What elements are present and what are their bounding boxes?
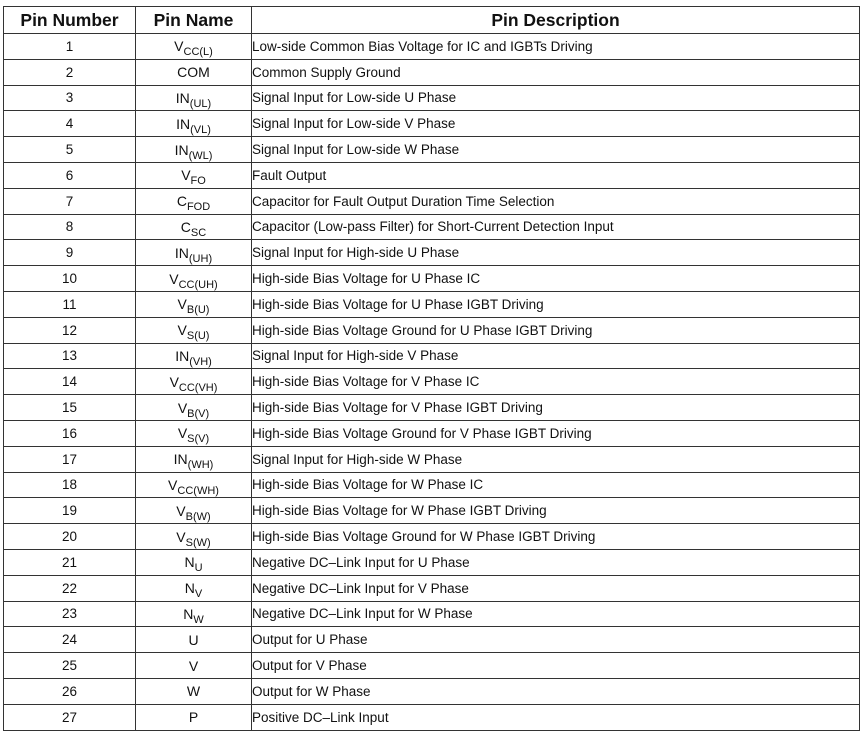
pin-symbol	[183, 605, 204, 626]
pin-number-cell: 27	[4, 704, 136, 730]
pin-symbol-subscript: CC(VH)	[178, 381, 218, 394]
pin-name-cell	[136, 369, 252, 395]
pin-description-cell: Common Supply Ground	[252, 59, 860, 85]
table-row	[4, 59, 860, 85]
header-row	[4, 7, 860, 34]
table-row	[4, 214, 860, 240]
table-row	[4, 137, 860, 163]
pin-number-header: Pin Number	[4, 7, 136, 34]
pin-table-body	[4, 34, 860, 731]
table-row	[4, 162, 860, 188]
pin-symbol-base: C	[176, 193, 187, 210]
pin-description-cell: Negative DC–Link Input for U Phase	[252, 549, 860, 575]
pin-name-cell	[136, 214, 252, 240]
pin-description-cell: Positive DC–Link Input	[252, 704, 860, 730]
pin-description-cell: Output for W Phase	[252, 678, 860, 704]
pin-symbol	[176, 115, 211, 136]
pin-symbol-base: IN	[175, 347, 190, 364]
pin-symbol	[176, 193, 211, 214]
pin-description-cell: Capacitor for Fault Output Duration Time Selection	[252, 188, 860, 214]
table-row	[4, 446, 860, 472]
pin-number-cell: 24	[4, 627, 136, 653]
pin-symbol	[177, 322, 210, 343]
pin-symbol-subscript: S(V)	[187, 433, 210, 446]
pin-symbol-base: V	[176, 502, 186, 519]
pin-table	[3, 6, 860, 731]
table-row	[4, 395, 860, 421]
pin-number-cell: 22	[4, 575, 136, 601]
pin-name-cell	[136, 498, 252, 524]
pin-symbol	[175, 89, 212, 110]
pin-name-cell	[136, 85, 252, 111]
pin-description-cell: High-side Bias Voltage for W Phase IC	[252, 472, 860, 498]
pin-symbol	[181, 167, 206, 188]
pin-symbol	[176, 528, 211, 549]
pin-description-cell: Signal Input for High-side V Phase	[252, 343, 860, 369]
pin-symbol-subscript: SC	[190, 226, 207, 239]
pin-symbol-subscript: CC(UH)	[178, 278, 218, 291]
table-row	[4, 111, 860, 137]
table-row	[4, 266, 860, 292]
pin-symbol-base: IN	[175, 89, 190, 106]
pin-number-cell: 19	[4, 498, 136, 524]
table-row	[4, 343, 860, 369]
pin-symbol-subscript: (WL)	[188, 149, 213, 162]
pin-symbol	[175, 347, 212, 368]
pin-name-cell	[136, 524, 252, 550]
pin-name-cell	[136, 395, 252, 421]
pin-description-cell: Signal Input for Low-side U Phase	[252, 85, 860, 111]
pin-symbol-subscript: (UL)	[189, 97, 212, 110]
pin-symbol-base: IN	[174, 141, 189, 158]
pin-symbol-subscript: S(U)	[186, 330, 210, 343]
table-row	[4, 34, 860, 60]
pin-symbol	[184, 554, 203, 575]
pin-symbol	[184, 580, 203, 601]
pin-symbol	[189, 709, 198, 725]
pin-name-cell	[136, 291, 252, 317]
pin-name-cell	[136, 678, 252, 704]
pin-number-cell: 5	[4, 137, 136, 163]
table-row	[4, 317, 860, 343]
pin-number-cell: 7	[4, 188, 136, 214]
pin-name-header: Pin Name	[136, 7, 252, 34]
pin-symbol-base: V	[177, 399, 188, 416]
pin-symbol-base: V	[169, 373, 179, 390]
pin-name-cell	[136, 472, 252, 498]
pin-name-cell	[136, 446, 252, 472]
pin-number-cell: 3	[4, 85, 136, 111]
table-row	[4, 575, 860, 601]
pin-symbol-subscript: V	[194, 588, 203, 601]
pin-number-cell: 9	[4, 240, 136, 266]
pin-symbol-base: V	[174, 38, 184, 55]
pin-symbol-subscript: B(V)	[187, 407, 210, 420]
pin-name-cell	[136, 653, 252, 679]
pin-number-cell: 16	[4, 420, 136, 446]
pin-symbol-base: P	[188, 709, 199, 726]
table-row	[4, 549, 860, 575]
pin-name-cell	[136, 704, 252, 730]
pin-symbol-base: U	[188, 631, 199, 648]
pin-symbol-base: V	[176, 528, 186, 545]
pin-description-cell: High-side Bias Voltage for U Phase IC	[252, 266, 860, 292]
pin-name-cell	[136, 162, 252, 188]
pin-number-cell: 12	[4, 317, 136, 343]
pin-number-cell: 17	[4, 446, 136, 472]
pin-description-cell: Output for V Phase	[252, 653, 860, 679]
pin-symbol-subscript: B(W)	[185, 510, 211, 523]
pin-name-cell	[136, 266, 252, 292]
pin-number-cell: 1	[4, 34, 136, 60]
pin-description-cell: Negative DC–Link Input for W Phase	[252, 601, 860, 627]
pin-description-header: Pin Description	[252, 7, 860, 34]
pin-symbol	[177, 64, 210, 80]
pin-description-cell: Capacitor (Low-pass Filter) for Short-Current Detection Input	[252, 214, 860, 240]
pin-number-cell: 14	[4, 369, 136, 395]
pin-symbol-base: V	[188, 657, 199, 674]
pin-description-cell: High-side Bias Voltage for W Phase IGBT Driving	[252, 498, 860, 524]
pin-number-cell: 25	[4, 653, 136, 679]
pin-number-cell: 4	[4, 111, 136, 137]
table-row	[4, 704, 860, 730]
pin-name-cell	[136, 575, 252, 601]
pin-name-cell	[136, 601, 252, 627]
pin-number-cell: 21	[4, 549, 136, 575]
table-row	[4, 369, 860, 395]
pin-symbol-subscript: (VH)	[189, 355, 212, 368]
table-row	[4, 601, 860, 627]
pin-number-cell: 18	[4, 472, 136, 498]
pin-symbol-base: IN	[176, 115, 191, 132]
pin-symbol-base: V	[168, 476, 178, 493]
pin-description-cell: High-side Bias Voltage Ground for U Phase IGBT Driving	[252, 317, 860, 343]
pin-symbol-subscript: (WH)	[187, 459, 214, 472]
pin-symbol-subscript: (VL)	[190, 123, 211, 136]
table-row	[4, 653, 860, 679]
pin-description-cell: High-side Bias Voltage for U Phase IGBT Driving	[252, 291, 860, 317]
pin-symbol-base: N	[184, 580, 195, 597]
pin-description-cell: Signal Input for High-side U Phase	[252, 240, 860, 266]
pin-name-cell	[136, 59, 252, 85]
pin-symbol	[189, 658, 198, 674]
pin-symbol-subscript: CC(L)	[183, 46, 213, 59]
pin-name-cell	[136, 188, 252, 214]
pin-symbol	[177, 425, 210, 446]
pin-description-cell: Signal Input for Low-side W Phase	[252, 137, 860, 163]
pin-symbol-base: N	[184, 554, 195, 571]
pin-symbol-subscript: W	[193, 613, 204, 626]
pin-symbol-base: V	[181, 167, 191, 184]
pin-symbol-subscript: FO	[190, 175, 206, 188]
pin-name-cell	[136, 111, 252, 137]
pin-symbol	[187, 683, 200, 699]
pin-name-cell	[136, 420, 252, 446]
table-row	[4, 420, 860, 446]
pin-description-cell: Output for U Phase	[252, 627, 860, 653]
pin-symbol	[174, 38, 213, 59]
pin-number-cell: 15	[4, 395, 136, 421]
pin-symbol	[169, 373, 218, 394]
pin-symbol	[177, 399, 210, 420]
pin-symbol-subscript: CC(WH)	[177, 484, 219, 497]
pin-number-cell: 13	[4, 343, 136, 369]
pin-symbol-base: W	[186, 683, 201, 700]
pin-symbol-base: V	[177, 322, 187, 339]
pin-symbol	[176, 502, 211, 523]
pin-description-cell: Signal Input for Low-side V Phase	[252, 111, 860, 137]
pin-symbol-subscript: S(W)	[185, 536, 211, 549]
pin-name-cell	[136, 240, 252, 266]
pin-name-cell	[136, 343, 252, 369]
pin-description-cell: High-side Bias Voltage Ground for V Phase IGBT Driving	[252, 420, 860, 446]
table-row	[4, 291, 860, 317]
pin-number-cell: 11	[4, 291, 136, 317]
pin-symbol	[174, 141, 213, 162]
table-row	[4, 240, 860, 266]
pin-number-cell: 23	[4, 601, 136, 627]
table-row	[4, 678, 860, 704]
table-row	[4, 472, 860, 498]
pin-symbol-base: IN	[173, 451, 188, 468]
table-row	[4, 524, 860, 550]
table-row	[4, 188, 860, 214]
pin-number-cell: 6	[4, 162, 136, 188]
pin-symbol	[174, 244, 213, 265]
pin-number-cell: 8	[4, 214, 136, 240]
pin-description-cell: High-side Bias Voltage for V Phase IGBT Driving	[252, 395, 860, 421]
pin-number-cell: 20	[4, 524, 136, 550]
pin-symbol-base: COM	[177, 64, 210, 81]
table-row	[4, 627, 860, 653]
pin-number-cell: 26	[4, 678, 136, 704]
pin-description-cell: Signal Input for High-side W Phase	[252, 446, 860, 472]
pin-symbol	[177, 296, 210, 317]
pin-description-cell: Low-side Common Bias Voltage for IC and IGBTs Driving	[252, 34, 860, 60]
pin-number-cell: 2	[4, 59, 136, 85]
pin-name-cell	[136, 34, 252, 60]
pin-symbol-base: N	[183, 605, 194, 622]
pin-symbol-base: V	[177, 296, 187, 313]
pin-symbol-subscript: FOD	[186, 201, 211, 214]
pin-name-cell	[136, 317, 252, 343]
pin-description-cell: Fault Output	[252, 162, 860, 188]
pin-symbol	[173, 451, 214, 472]
pin-description-cell: High-side Bias Voltage Ground for W Phase IGBT Driving	[252, 524, 860, 550]
pin-description-cell: Negative DC–Link Input for V Phase	[252, 575, 860, 601]
pin-symbol-subscript: U	[194, 562, 203, 575]
pin-number-cell: 10	[4, 266, 136, 292]
pin-symbol	[168, 476, 219, 497]
pin-symbol-base: V	[169, 270, 179, 287]
pin-symbol-base: IN	[174, 244, 189, 261]
pin-symbol-base: V	[177, 425, 188, 442]
table-row	[4, 498, 860, 524]
pin-name-cell	[136, 137, 252, 163]
table-row	[4, 85, 860, 111]
pin-description-cell: High-side Bias Voltage for V Phase IC	[252, 369, 860, 395]
pin-name-cell	[136, 627, 252, 653]
pin-symbol	[188, 632, 198, 648]
pin-symbol	[180, 218, 207, 239]
pin-symbol-base: C	[180, 218, 191, 235]
pin-symbol-subscript: (UH)	[188, 252, 213, 265]
pin-symbol-subscript: B(U)	[186, 304, 210, 317]
pin-symbol	[169, 270, 218, 291]
pin-name-cell	[136, 549, 252, 575]
